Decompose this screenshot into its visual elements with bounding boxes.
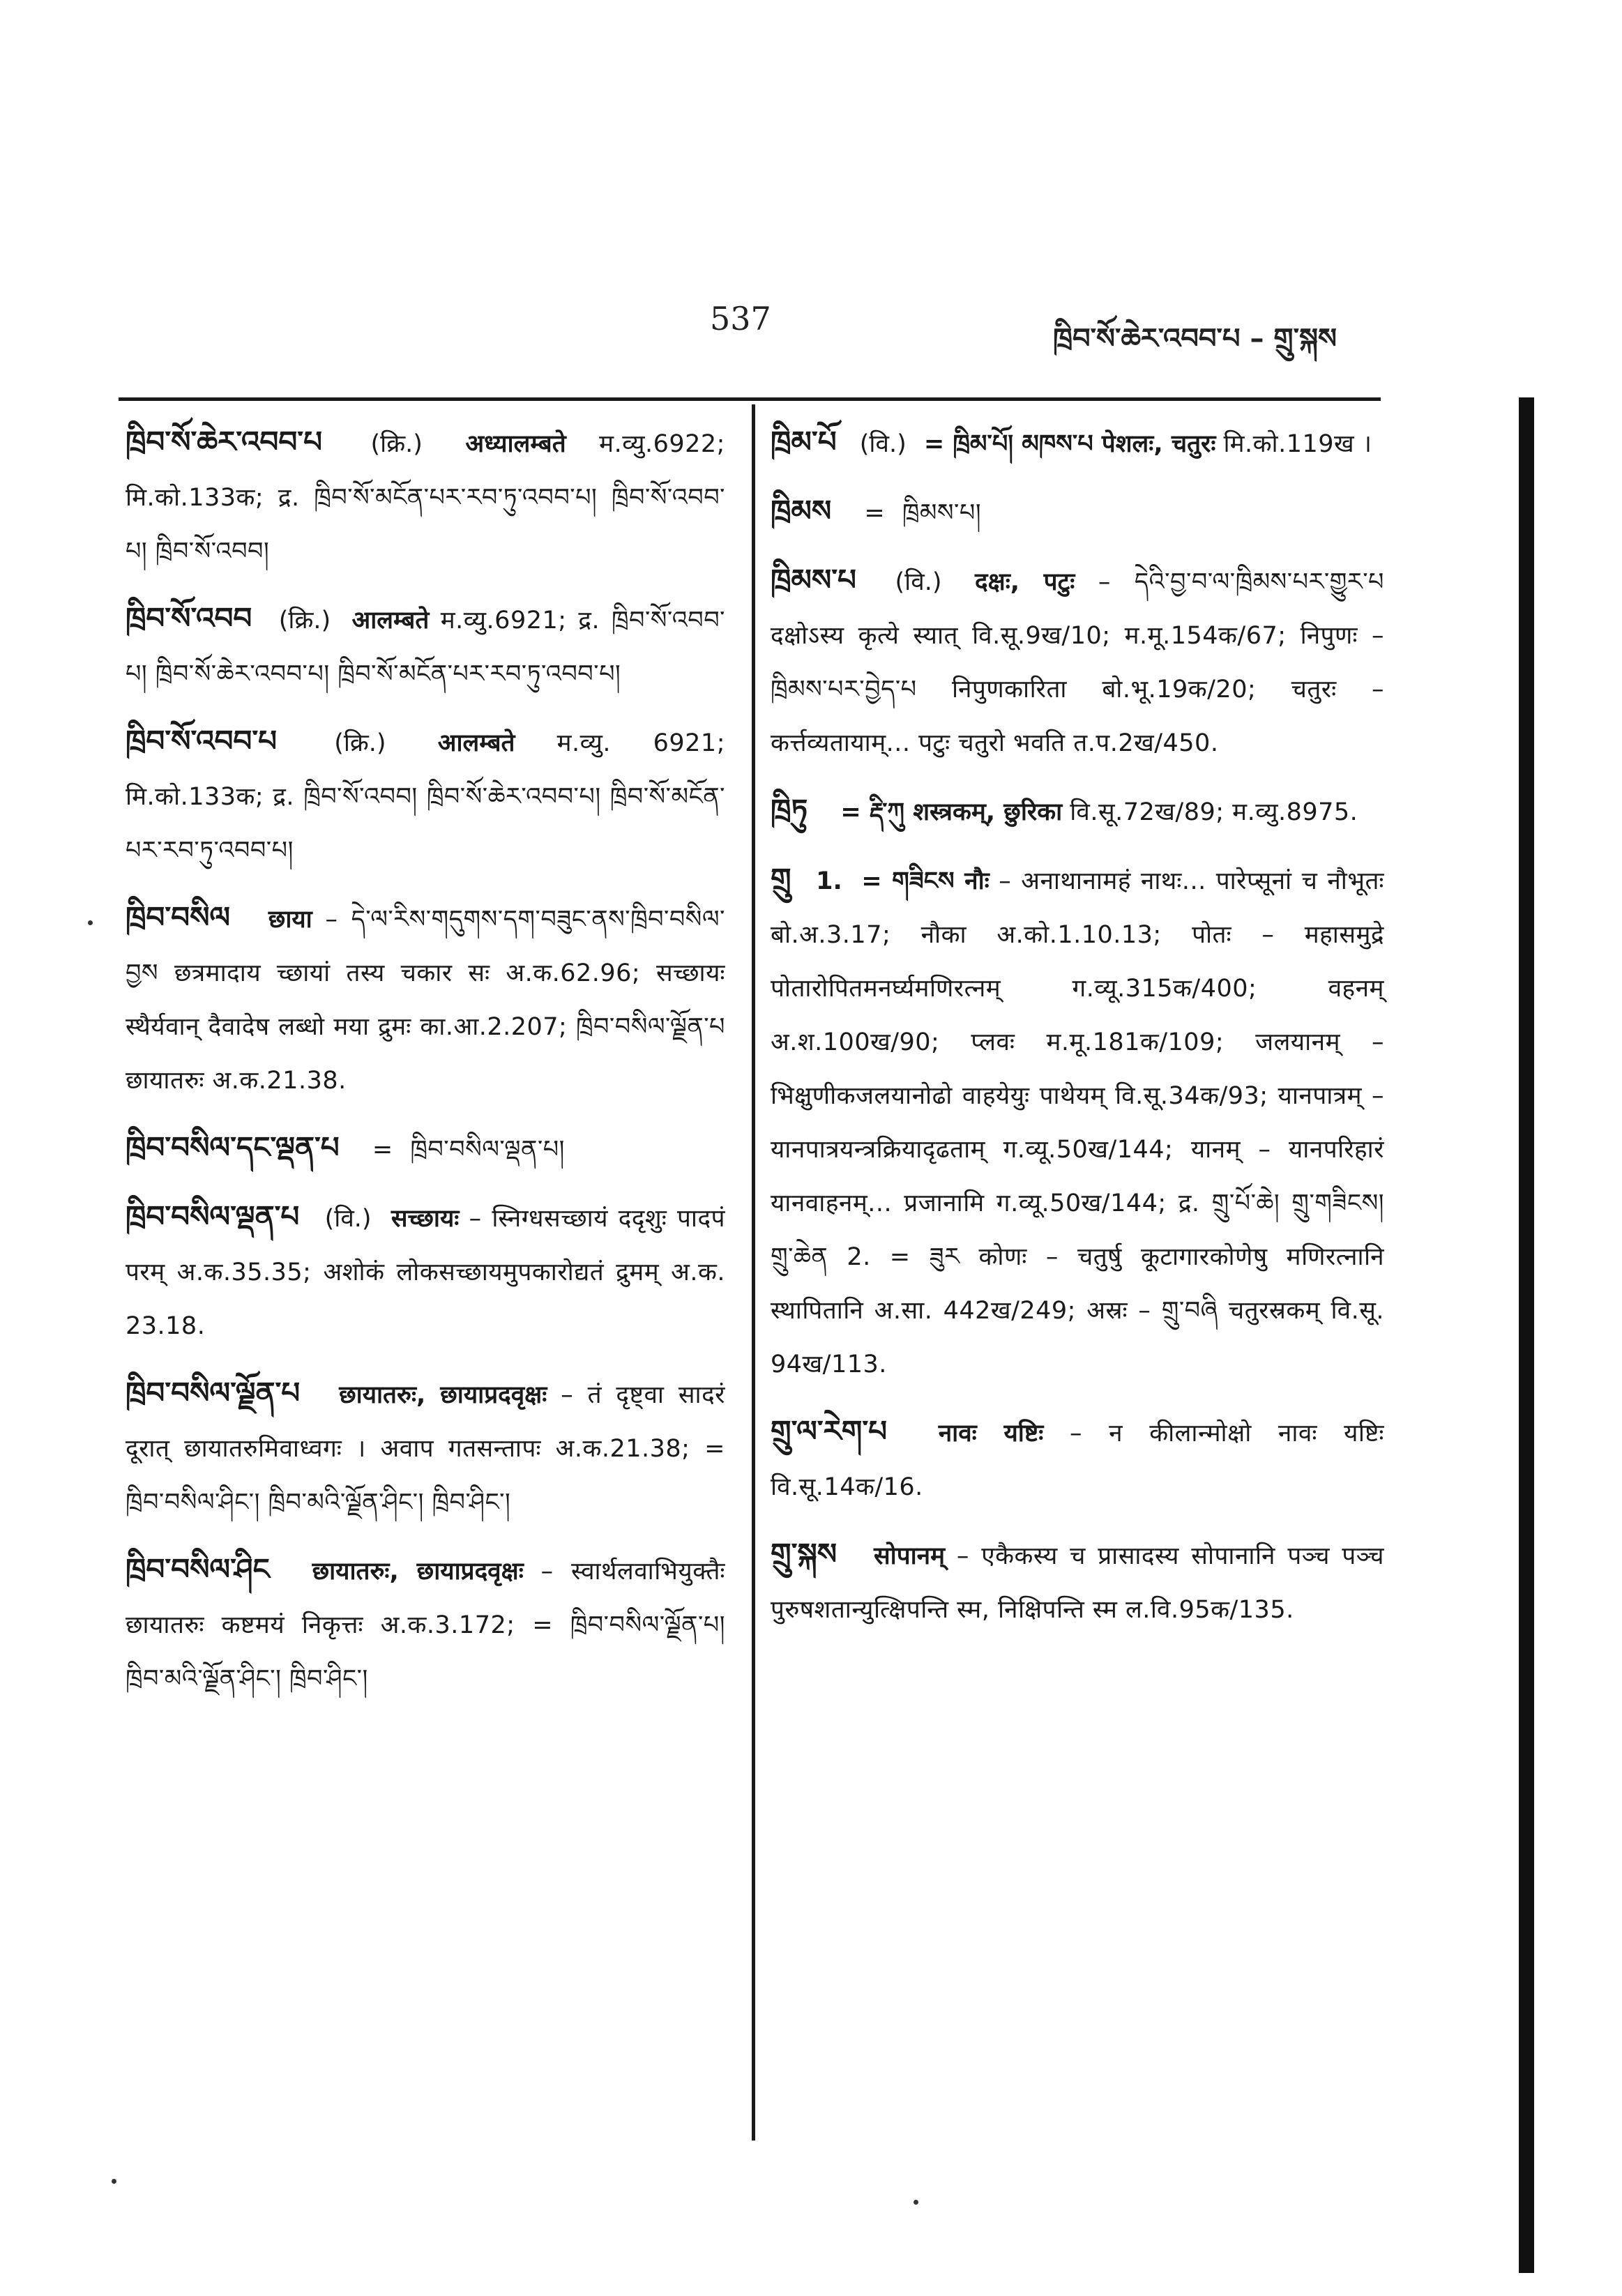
entry-equivalent: आलम्बते (351, 607, 430, 634)
entry-body: – अनाथानामहं नाथः... पारेप्सूनां च नौभूतः बो.अ.3.17; नौका अ.को.1.10.13; पोतः – महासमुद्रे पोतारोपितमनर्घ्यमणिरत्नम् ग.व्यू.315क/400; वहनम् अ.श.100ख/90; प्लवः म.मू.181क/109; जलयानम् – भिक्षुणीकजलयानोढो वाहयेयुः पाथेयम् वि.सू.34क/93; यानपात्रम् – यानपात्रयन्त्रक्रियादृढताम् ग.व्यू.50ख/144; यानम् – यानपरिहारं यानवाहनम्... प्रजानामि ग.व्यू.50ख/144; द्र. གྲུ་པོ་ཆེ། གྲུ་གཟིངས། གྲུ་ཆེན 2. = ཟུར कोणः – चतुर्षु कूटागारकोणेषु मणिरत्नानि स्थापितानि अ.सा. 442ख/249; अस्रः – གྲུ་བཞི चतुरस्रकम् वि.सू. 94ख/113. (771, 867, 1384, 1378)
entry-body: म.व्यु.6921; द्र. ཁྲིབ་སོ་འབབ་པ། ཁྲིབ་སོ་ཆེར་འབབ་པ། ཁྲིབ་སོ་མངོན་པར་རབ་ཏུ་འབབ་པ། (126, 607, 725, 688)
entry-headword: ཁྲིབ་སོ་ཆེར་འབབ་པ (126, 425, 322, 459)
entry-headword: ཁྲིཏུ (771, 793, 808, 827)
entry-equivalent: अध्यालम्बते (465, 430, 566, 458)
right-column (771, 415, 1384, 1650)
entry-headword: གྲུ་སྐས (771, 1537, 837, 1571)
entry-body: – तं दृष्ट्वा सादरं दूरात् छायातरुमिवाध्वगः । अवाप गतसन्तापः अ.क.21.38; = ཁྲིབ་བསིལ་ཤིང་། ཁྲིབ་མའི་ལྗོན་ཤིང་། ཁྲིབ་ཤིང་། (126, 1381, 725, 1516)
entry-equivalent: सोपानम् (873, 1542, 945, 1570)
entry-headword: ཁྲིབ་བསིལ་ལྡན་པ (126, 1199, 300, 1233)
entry-body: – एकैकस्य च प्रासादस्य सोपानानि पञ्च पञ्च पुरुषशतान्युत्क्षिपन्ति स्म, निक्षिपन्ति स्म ल.वि.95क/135. (771, 1542, 1384, 1624)
entry-headword: ཁྲིབ་བསིལ་དང་ལྡན་པ (126, 1130, 340, 1164)
entry-grammar: (वि.) (324, 1205, 372, 1233)
entry-body: – स्निग्धसच्छायं ददृशुः पादपं परम् अ.क.35.35; अशोकं लोकसच्छायमुपकारोद्यतं द्रुमम् अ.क. 23.18. (126, 1205, 725, 1340)
header-rule (119, 397, 1381, 401)
entry-body: ཁྲིབ་བསིལ་ལྡན་པ། (410, 1136, 565, 1164)
entry-grammar: (क्रि.) (278, 607, 331, 634)
scan-speck (914, 2200, 918, 2205)
entry-equivalent: = གཟིངས नौः (861, 867, 990, 895)
dictionary-entry (771, 852, 1384, 1392)
entry-equivalent: = (864, 499, 885, 527)
entry-equivalent: सच्छायः (391, 1205, 460, 1233)
entry-grammar: (वि.) (859, 430, 907, 458)
entry-equivalent: छायातरुः, छायाप्रदवृक्षः (339, 1381, 547, 1409)
entry-headword: གྲུ (771, 862, 791, 896)
entry-grammar: (क्रि.) (334, 729, 386, 757)
scan-speck (112, 2179, 116, 2184)
entry-headword: ཁྲིམ་པོ (771, 425, 837, 459)
left-column (126, 415, 725, 1719)
page-edge-bar (1519, 397, 1534, 2273)
dictionary-entry (771, 1404, 1384, 1514)
entry-body: मि.को.119ख । (1223, 430, 1372, 458)
entry-body: वि.सू.72ख/89; म.व्यु.8975. (1070, 798, 1358, 826)
entry-body: – དེའི་བྱ་བ་ལ་ཁྲིམས་པར་གྱུར་པ दक्षोऽस्य कृत्ये स्यात् वि.सू.9ख/10; म.मू.154क/67; निपुणः – ཁྲིམས་པར་བྱེད་པ निपुणकारिता बो.भू.19क/20; चतुरः – कर्त्तव्यतायाम्... पटुः चतुरो भवति त.प.2ख/450. (771, 568, 1384, 757)
page-number: 537 (710, 300, 771, 337)
entry-headword: ཁྲིམས་པ (771, 563, 856, 597)
entry-equivalent: = རྡི་ཀུ शस्त्रकम्, छुरिका (840, 798, 1063, 826)
entry-headword: ཁྲིབ་བསིལ (126, 900, 231, 934)
dictionary-entry (126, 591, 725, 701)
entry-body: – स्वार्थलवाभियुक्तैः छायातरुः कष्टमयं निकृत्तः अ.क.3.172; = ཁྲིབ་བསིལ་ལྗོན་པ། ཁྲིབ་མའི་ལྗོན་ཤིང་། ཁྲིབ་ཤིང་། (126, 1558, 725, 1693)
dictionary-entry (126, 1366, 725, 1530)
entry-grammar: (क्रि.) (370, 430, 423, 458)
entry-headword: ཁྲིབ་བསིལ་ཤིང (126, 1552, 270, 1586)
dictionary-entry (126, 714, 725, 878)
entry-headword: ཁྲིམས (771, 494, 832, 528)
entry-headword: ཁྲིབ་བསིལ་ལྗོན་པ (126, 1376, 301, 1410)
entry-equivalent: = (372, 1136, 393, 1164)
scan-speck (88, 920, 93, 925)
dictionary-entry (126, 415, 725, 579)
entry-headword: ཁྲིབ་སོ་འབབ་པ (126, 724, 278, 758)
entry-body: म.व्यु. 6921; मि.को.133क; द्र. ཁྲིབ་སོ་འབབ། ཁྲིབ་སོ་ཆེར་འབབ་པ། ཁྲིབ་སོ་མངོན་པར་རབ་ཏུ་འབབ་པ། (126, 729, 725, 865)
column-divider (752, 404, 755, 2141)
entry-grammar: 1. (816, 867, 842, 895)
entry-body: – न कीलान्मोक्षो नावः यष्टिः वि.सू.14क/16. (771, 1420, 1384, 1501)
running-head: ཁྲིབ་སོ་ཆེར་འབབ་པ – གྲུ་སྐས (1053, 323, 1337, 355)
entry-equivalent: छाया (268, 906, 312, 934)
dictionary-entry (126, 890, 725, 1108)
entry-equivalent: आलम्बते (437, 729, 515, 757)
dictionary-entry (126, 1120, 725, 1177)
dictionary-entry (771, 415, 1384, 471)
entry-equivalent: नावः यष्टिः (938, 1420, 1044, 1447)
entry-headword: གྲུ་ལ་རེག་པ (771, 1414, 888, 1448)
entry-equivalent: दक्षः, पटुः (975, 568, 1075, 596)
dictionary-entry (771, 1527, 1384, 1637)
dictionary-entry (771, 553, 1384, 770)
entry-equivalent: = ཁྲིམ་པོ། མཁས་པ पेशलः, चतुरः (923, 430, 1216, 458)
entry-headword: ཁྲིབ་སོ་འབབ (126, 601, 252, 635)
entry-body: म.व्यु.6922; मि.को.133क; द्र. ཁྲིབ་སོ་མངོན་པར་རབ་ཏུ་འབབ་པ། ཁྲིབ་སོ་འབབ་པ། ཁྲིབ་སོ་འབབ། (126, 430, 725, 565)
dictionary-entry (771, 484, 1384, 540)
entry-body: ཁྲིམས་པ། (902, 499, 982, 527)
dictionary-entry (771, 783, 1384, 839)
dictionary-entry (126, 1542, 725, 1706)
dictionary-entry (126, 1189, 725, 1353)
entry-grammar: (वि.) (895, 568, 942, 596)
entry-body: – དེ་ལ་རིས་གདུགས་དག་བཟུང་ནས་ཁྲིབ་བསིལ་བྱས छत्रमादाय च्छायां तस्य चकार सः अ.क.62.96; सच्छायः स्थैर्यवान् दैवादेष लब्धो मया द्रुमः का.आ.2.207; ཁྲིབ་བསིལ་ལྗོན་པ छायातरुः अ.क.21.38. (126, 906, 725, 1095)
entry-equivalent: छायातरुः, छायाप्रदवृक्षः (312, 1558, 524, 1586)
